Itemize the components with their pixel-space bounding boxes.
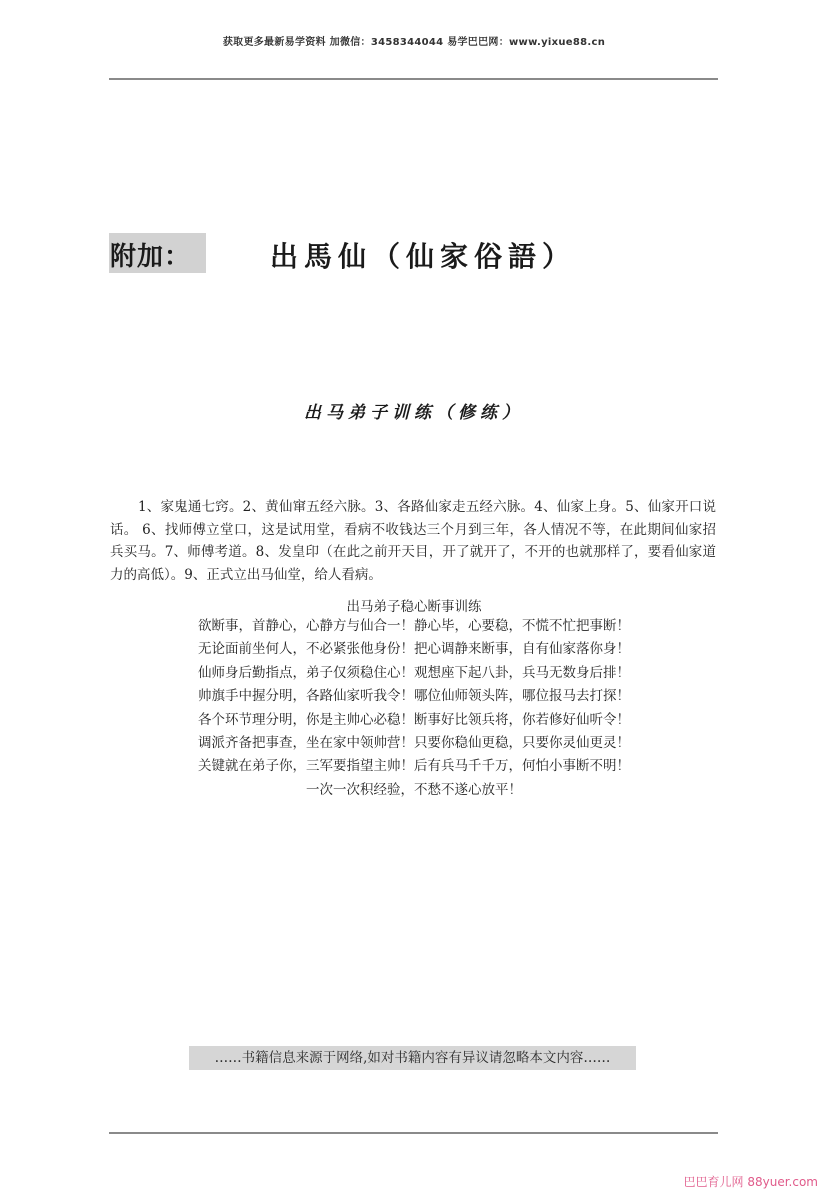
poem-line: 仙师身后勤指点，弟子仅须稳住心！观想座下起八卦，兵马无数身后排！: [198, 664, 630, 681]
poem-lines: [0, 615, 828, 802]
poem-line: 一次一次积经验，不愁不遂心放平！: [306, 781, 522, 798]
poem-line: 帅旗手中握分明，各路仙家听我令！哪位仙师领头阵，哪位报马去打探！: [198, 688, 630, 705]
section-title: 出马弟子训练（修练）: [304, 403, 524, 423]
intro-paragraph: 1、家鬼通七窍。2、黄仙窜五经六脉。3、各路仙家走五经六脉。4、仙家上身。5、仙家开口说话。 6、找师傅立堂口，这是试用堂，看病不收钱达三个月到三年，各人情况不等，在此期间仙家招兵买马。7、师傅考道。8、发皇印（在此之前开天目，开了就开了，不开的也就那样了，要看仙家道力的高低）。9、正式立出马仙堂，给人看病。: [110, 499, 716, 583]
poem-line: 关键就在弟子你，三军要指望主帅！后有兵马千千万，何怕小事断不明！: [198, 758, 630, 775]
appendix-title: 出馬仙（仙家俗語）: [270, 240, 577, 273]
poem-line: 欲断事，首静心，心静方与仙合一！静心毕，心要稳，不慌不忙把事断！: [198, 618, 630, 634]
poem-line: 无论面前坐何人，不必紧张他身份！把心调静来断事，自有仙家落你身！: [198, 641, 630, 658]
footer-disclaimer: ……书籍信息来源于网络,如对书籍内容有异议请忽略本文内容……: [189, 1046, 636, 1070]
footer-divider: [109, 1132, 718, 1134]
header-divider: [109, 78, 718, 80]
site-watermark: 巴巴育儿网 88yuer.com: [683, 1175, 818, 1189]
poem-line: 各个环节理分明，你是主帅心必稳！断事好比领兵将，你若修好仙听令！: [198, 711, 630, 728]
poem-line: 调派齐备把事查，坐在家中领帅营！只要你稳仙更稳，只要你灵仙更灵！: [198, 734, 630, 751]
poem-title: 出马弟子稳心断事训练: [346, 599, 482, 615]
appendix-label: 附加：: [110, 242, 192, 272]
page-header: 获取更多最新易学资料 加微信：3458344044 易学巴巴网：www.yixue88.cn: [222, 37, 606, 48]
